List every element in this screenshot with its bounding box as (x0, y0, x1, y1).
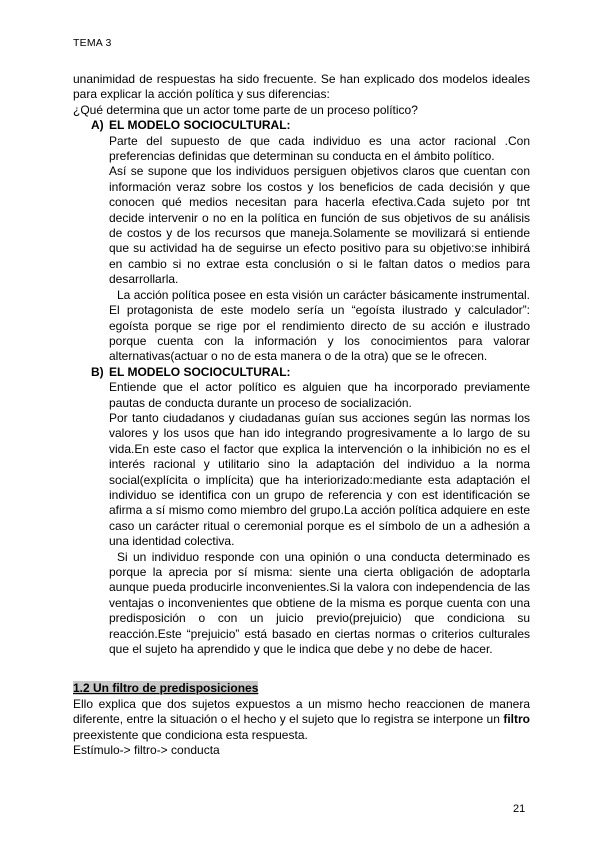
section-a-title: EL MODELO SOCIOCULTURAL: (109, 118, 291, 133)
section-b-title: EL MODELO SOCIOCULTURAL: (109, 364, 291, 379)
intro-question: ¿Qué determina que un actor tome parte de un proceso político? (73, 102, 418, 117)
section-a-paragraph: La acción política posee en esta visión un carácter básicamente instrumental. El protagonista de este modelo sería un “egoísta ilustrado y calculador”: egoísta porque se rige por el rendimiento directo de su acción e ilustrado porque cuenta con la información y los conocimientos para valorar alternativas(actuar o no de esta manera o de la otra) que se le ofrecen. (109, 287, 530, 364)
section-a-paragraph: Así se supone que los individuos persiguen objetivos claros que cuentan con información veraz sobre los costos y los beneficios de cada decisión y que conocen qué medios necesitan para hacerla efectiva.Cada sujeto por tnt decide intervenir o no en la política en función de sus objetivos de su análisis de costos y de los recursos que maneja.Solamente se movilizará si entiende que su actividad ha de seguirse un efecto positivo para su objetivo:se inhibirá en cambio si no extrae esta conclusión o si le faltan datos o medios para desarrollarla. (109, 164, 530, 287)
stimulus-formula: Estímulo-> filtro-> conducta (73, 743, 220, 758)
running-header: TEMA 3 (73, 37, 112, 49)
section-a-heading (91, 118, 530, 133)
section-b-heading (91, 365, 530, 380)
section-1-2-text-after: preexistente que condiciona esta respuesta. (73, 727, 308, 742)
section-b-paragraph: Entiende que el actor político es alguien que ha incorporado previamente pautas de conducta durante un proceso de socialización. (109, 380, 530, 410)
section-a-paragraph: Parte del supuesto de que cada individuo es una actor racional .Con preferencias definidas que determinan su conducta en el ámbito político. (109, 133, 530, 164)
section-1-2-paragraph (73, 697, 530, 743)
page-body (73, 72, 530, 758)
section-1-2-title (73, 681, 530, 696)
section-b-paragraph: Por tanto ciudadanos y ciudadanas guían sus acciones según las normas los valores y los usos que han ido integrando progresivamente a lo largo de su vida.En este caso el factor que explica la intervención o la inhibición no es el interés racional y utilitario sino la adaptación del individuo a la norma social(explícita o implícita) que ha interiorizado:mediante esta adaptación el individuo se identifica con un grupo de referencia y con est identificación se afirma a sí mismo como miembro del grupo.La acción política adquiere en este caso un carácter ritual o ceremonial porque es el símbolo de un a adhesión a una identidad colectiva. (109, 410, 530, 549)
page-number: 21 (513, 803, 526, 815)
section-b-paragraph: Si un individuo responde con una opinión o una conducta determinado es porque la aprecia por sí misma: siente una cierta obligación de adoptarla aunque pueda producirle inconvenientes.Si la valora con independencia de las ventajas o inconvenientes que obtiene de la misma es porque cuenta con una predisposición o con un juicio previo(prejuicio) que condiciona su reacción.Este “prejuicio” está basado en ciertas normas o criterios culturales que el sujeto ha aprendido y que le indica que debe y no debe de hacer. (109, 549, 530, 657)
section-1-2-title-text: 1.2 Un filtro de predisposiciones (73, 681, 259, 696)
filtro-bold-word: filtro (503, 712, 530, 727)
section-1-2-text-before: Ello explica que dos sujetos expuestos a un mismo hecho reaccionen de manera diferente, entre la situación o el hecho y el sujeto que lo registra se interpone un (73, 696, 530, 727)
intro-paragraph: unanimidad de respuestas ha sido frecuente. Se han explicado dos modelos ideales para explicar la acción política y sus diferencias: (73, 72, 530, 102)
section-b-letter: B) (91, 364, 104, 379)
section-a-letter: A) (91, 118, 104, 133)
